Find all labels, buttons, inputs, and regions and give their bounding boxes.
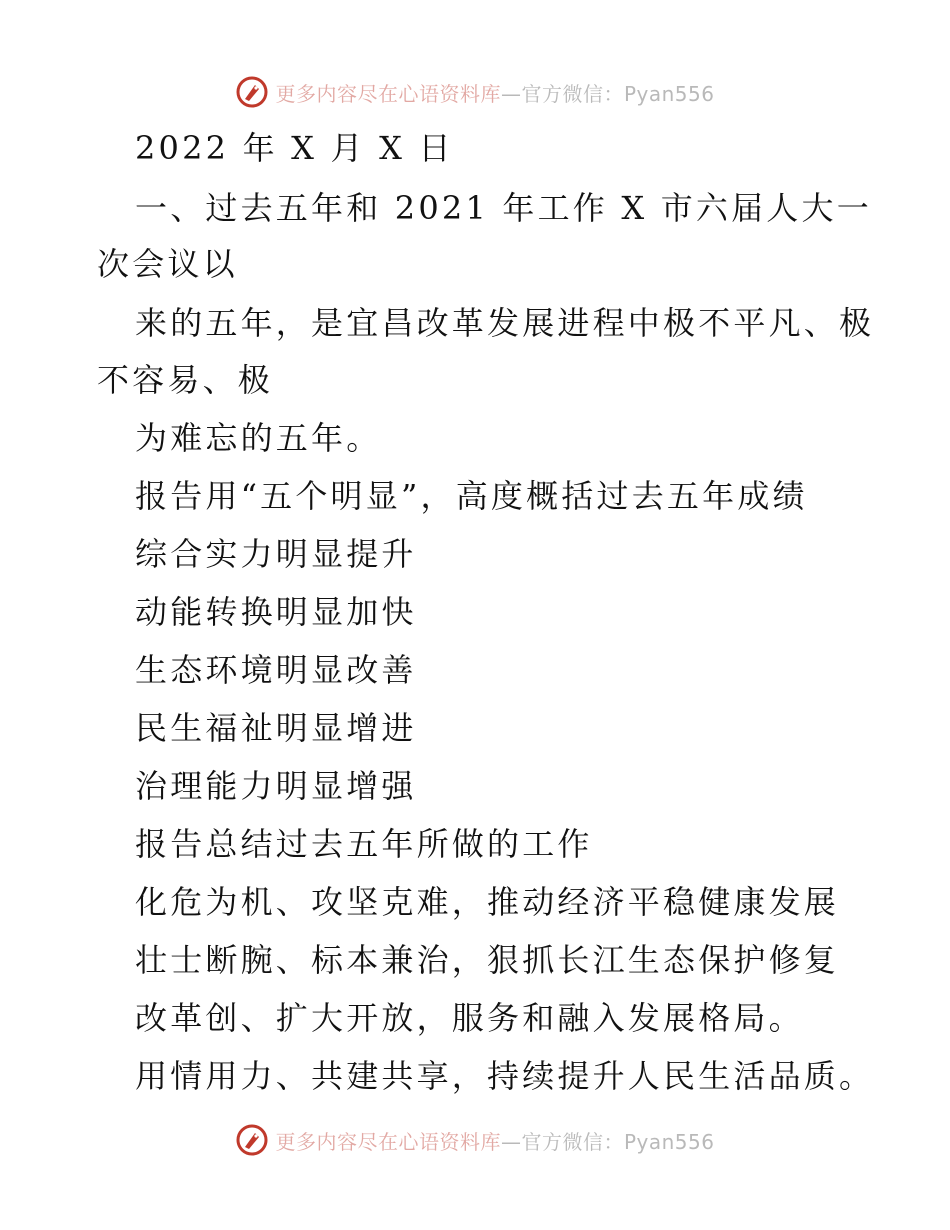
pen-nib-logo-icon — [235, 75, 269, 109]
paragraph-line: 报告用“五个明显”，高度概括过去五年成绩 — [135, 477, 808, 515]
watermark-text — [275, 1126, 714, 1155]
paragraph-line: 报告总结过去五年所做的工作 — [135, 825, 593, 863]
watermark-wechat-text: 官方微信：Pyan556 — [521, 81, 715, 106]
paragraph-line: 不容易、极 — [97, 361, 274, 399]
list-item: 用情用力、共建共享，持续提升人民生活品质。 — [135, 1057, 875, 1095]
watermark-main-text: 更多内容尽在心语资料库 — [275, 81, 501, 106]
watermark-header — [0, 72, 950, 112]
list-item: 综合实力明显提升 — [135, 535, 417, 573]
watermark-main-text: 更多内容尽在心语资料库 — [275, 1129, 501, 1154]
watermark-separator: — — [500, 81, 522, 106]
list-item: 动能转换明显加快 — [135, 593, 417, 631]
date-line: 2022 年 X 月 X 日 — [135, 129, 454, 167]
list-item: 民生福祉明显增进 — [135, 709, 417, 747]
watermark-separator: — — [500, 1129, 522, 1154]
section-heading-line: 一、过去五年和 2021 年工作 X 市六届人大一 — [135, 189, 872, 227]
watermark-wechat-text: 官方微信：Pyan556 — [521, 1129, 715, 1154]
paragraph-line: 来的五年，是宜昌改革发展进程中极不平凡、极 — [135, 304, 875, 342]
watermark-footer — [0, 1120, 950, 1160]
list-item: 改革创、扩大开放，服务和融入发展格局。 — [135, 999, 804, 1037]
list-item: 治理能力明显增强 — [135, 767, 417, 805]
watermark-text — [275, 78, 714, 107]
paragraph-line: 次会议以 — [97, 245, 238, 283]
list-item: 化危为机、攻坚克难，推动经济平稳健康发展 — [135, 883, 840, 921]
list-item: 生态环境明显改善 — [135, 651, 417, 689]
pen-nib-logo-icon — [235, 1123, 269, 1157]
paragraph-line: 为难忘的五年。 — [135, 419, 382, 457]
list-item: 壮士断腕、标本兼治，狠抓长江生态保护修复 — [135, 941, 840, 979]
